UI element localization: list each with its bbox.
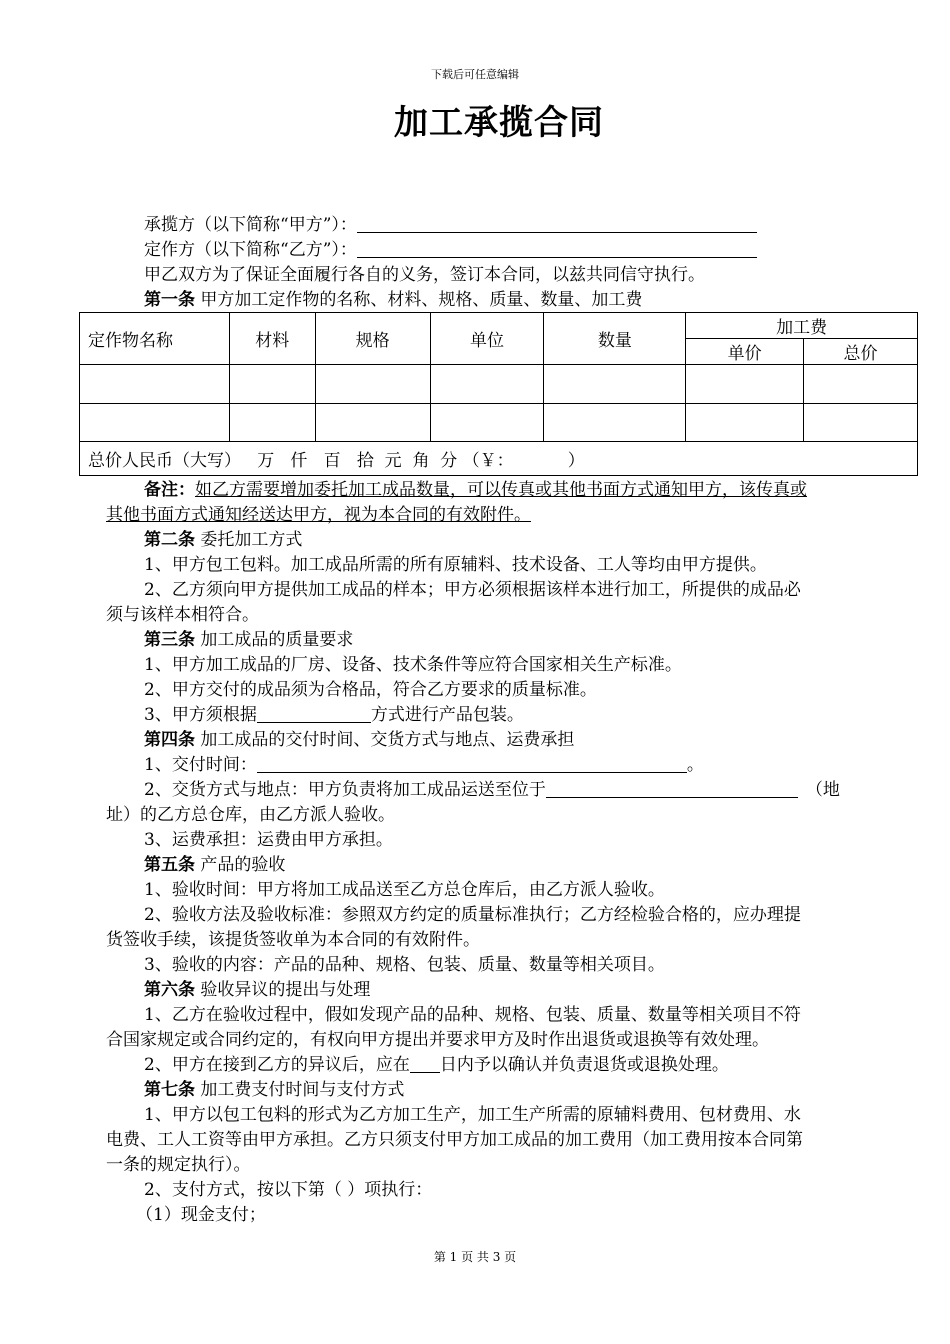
- art2-p2a: 2、乙方须向甲方提供加工成品的样本；甲方必须根据该样本进行加工，所提供的成品必: [144, 580, 801, 600]
- article-5-title: 产品的验收: [200, 855, 286, 875]
- packaging-method-blank[interactable]: [257, 704, 371, 723]
- party-b-blank[interactable]: [357, 239, 757, 258]
- header-unit: 单位: [430, 313, 544, 365]
- table-cell[interactable]: [686, 365, 804, 404]
- table-row: [80, 365, 918, 404]
- art3-p3b: 方式进行产品包装。: [370, 705, 524, 725]
- article-6-heading: [106, 978, 896, 1003]
- party-b-line: [106, 238, 896, 263]
- contract-title: 加工承揽合同: [394, 103, 604, 143]
- art3-p3a: 3、甲方须根据: [144, 705, 257, 725]
- days-blank[interactable]: [410, 1054, 440, 1073]
- art6-p2a: 2、甲方在接到乙方的异议后，应在: [144, 1055, 410, 1075]
- art4-p2c: 址）的乙方总仓库，由乙方派人验收。: [106, 805, 395, 825]
- article-3-label: 第三条: [144, 630, 195, 650]
- article-4-heading: [106, 728, 896, 753]
- article-5-label: 第五条: [144, 855, 195, 875]
- art3-p2: 2、甲方交付的成品须为合格品，符合乙方要求的质量标准。: [144, 680, 597, 700]
- article-2-heading: [106, 528, 896, 553]
- remark-line-1: [106, 478, 896, 503]
- art5-p2b: 货签收手续，该提货签收单为本合同的有效附件。: [106, 930, 480, 950]
- table-cell[interactable]: [804, 404, 918, 442]
- table-cell[interactable]: [315, 365, 430, 404]
- header-quantity: 数量: [544, 313, 686, 365]
- art6-p2b: 日内予以确认并负责退货或退换处理。: [439, 1055, 729, 1075]
- art4-p2b: （地: [805, 780, 840, 800]
- art6-p2: [106, 1053, 896, 1078]
- header-processing-fee: 加工费: [686, 313, 918, 339]
- art4-p2a: 2、交货方式与地点：甲方负责将加工成品运送至位于: [144, 780, 546, 800]
- art7-p1b: 电费、工人工资等由甲方承担。乙方只须支付甲方加工成品的加工费用（加工费用按本合同第: [106, 1130, 803, 1150]
- header-total-price: 总价: [804, 339, 918, 365]
- article-6-label: 第六条: [144, 980, 195, 1000]
- table-cell[interactable]: [804, 365, 918, 404]
- art6-p1b: 合国家规定或合同约定的，有权向甲方提出并要求甲方及时作出退货或退换等有效处理。: [106, 1030, 769, 1050]
- items-table: [79, 312, 918, 476]
- table-row: [80, 404, 918, 442]
- preamble: 甲乙双方为了保证全面履行各自的义务，签订本合同，以兹共同信守执行。: [144, 265, 705, 285]
- header-note: 下载后可任意编辑: [431, 68, 519, 81]
- table-cell[interactable]: [229, 365, 315, 404]
- art4-p1b: 。: [686, 755, 704, 775]
- table-cell[interactable]: [80, 404, 230, 442]
- art4-p1a: 1、交付时间：: [144, 755, 257, 775]
- article-4-title: 加工成品的交付时间、交货方式与地点、运费承担: [200, 730, 575, 750]
- art7-p1a: 1、甲方以包工包料的形式为乙方加工生产，加工生产所需的原辅料费用、包材费用、水: [144, 1105, 801, 1125]
- article-7-label: 第七条: [144, 1080, 195, 1100]
- article-1-text: 甲方加工定作物的名称、材料、规格、质量、数量、加工费: [200, 290, 643, 310]
- article-1-heading: [106, 288, 896, 313]
- party-a-label: 承揽方（以下简称“甲方”）：: [144, 215, 357, 235]
- article-6-title: 验收异议的提出与处理: [200, 980, 371, 1000]
- header-spec: 规格: [315, 313, 430, 365]
- art4-p2: [106, 778, 896, 803]
- party-a-line: [106, 213, 896, 238]
- art5-p1: 1、验收时间：甲方将加工成品送至乙方总仓库后，由乙方派人验收。: [144, 880, 665, 900]
- article-1-label: 第一条: [144, 290, 195, 310]
- remark-label: 备注：: [144, 480, 195, 500]
- table-cell[interactable]: [686, 404, 804, 442]
- art5-p2a: 2、验收方法及验收标准：参照双方约定的质量标准执行；乙方经检验合格的，应办理提: [144, 905, 801, 925]
- remark-text-1: 如乙方需要增加委托加工成品数量，可以传真或其他书面方式通知甲方，该传真或: [195, 480, 807, 500]
- total-amount-row: 总价人民币（大写） 万 仟 百 拾 元 角 分 （￥： ）: [80, 442, 918, 476]
- article-7-heading: [106, 1078, 896, 1103]
- article-2-title: 委托加工方式: [200, 530, 303, 550]
- art7-p1c: 一条的规定执行）。: [106, 1155, 251, 1175]
- remark-text-2: 其他书面方式通知经送达甲方，视为本合同的有效附件。: [106, 505, 531, 525]
- art7-p2: 2、支付方式，按以下第（ ）项执行：: [144, 1180, 433, 1200]
- art4-p1: [106, 753, 896, 778]
- header-unit-price: 单价: [686, 339, 804, 365]
- table-cell[interactable]: [544, 365, 686, 404]
- article-4-label: 第四条: [144, 730, 195, 750]
- art3-p3: [106, 703, 896, 728]
- table-cell[interactable]: [315, 404, 430, 442]
- table-cell[interactable]: [430, 365, 544, 404]
- article-3-title: 加工成品的质量要求: [200, 630, 354, 650]
- article-5-heading: [106, 853, 896, 878]
- art7-p3: （1）现金支付；: [136, 1205, 266, 1225]
- party-a-blank[interactable]: [357, 214, 757, 233]
- delivery-address-blank[interactable]: [546, 779, 798, 798]
- page-number: 第 1 页 共 3 页: [433, 1250, 517, 1264]
- delivery-time-blank[interactable]: [257, 754, 687, 773]
- art3-p1: 1、甲方加工成品的厂房、设备、技术条件等应符合国家相关生产标准。: [144, 655, 682, 675]
- table-cell[interactable]: [80, 365, 230, 404]
- table-cell[interactable]: [544, 404, 686, 442]
- article-2-label: 第二条: [144, 530, 195, 550]
- article-7-title: 加工费支付时间与支付方式: [200, 1080, 405, 1100]
- art6-p1a: 1、乙方在验收过程中，假如发现产品的品种、规格、包装、质量、数量等相关项目不符: [144, 1005, 801, 1025]
- table-cell[interactable]: [229, 404, 315, 442]
- art2-p2b: 须与该样本相符合。: [106, 605, 259, 625]
- art2-p1: 1、甲方包工包料。加工成品所需的所有原辅料、技术设备、工人等均由甲方提供。: [144, 555, 767, 575]
- remark-line-2: [106, 503, 896, 528]
- article-3-heading: [106, 628, 896, 653]
- art5-p3: 3、验收的内容：产品的品种、规格、包装、质量、数量等相关项目。: [144, 955, 665, 975]
- header-name: 定作物名称: [80, 313, 230, 365]
- table-cell[interactable]: [430, 404, 544, 442]
- art4-p3: 3、运费承担：运费由甲方承担。: [144, 830, 393, 850]
- party-b-label: 定作方（以下简称“乙方”）：: [144, 240, 357, 260]
- header-material: 材料: [229, 313, 315, 365]
